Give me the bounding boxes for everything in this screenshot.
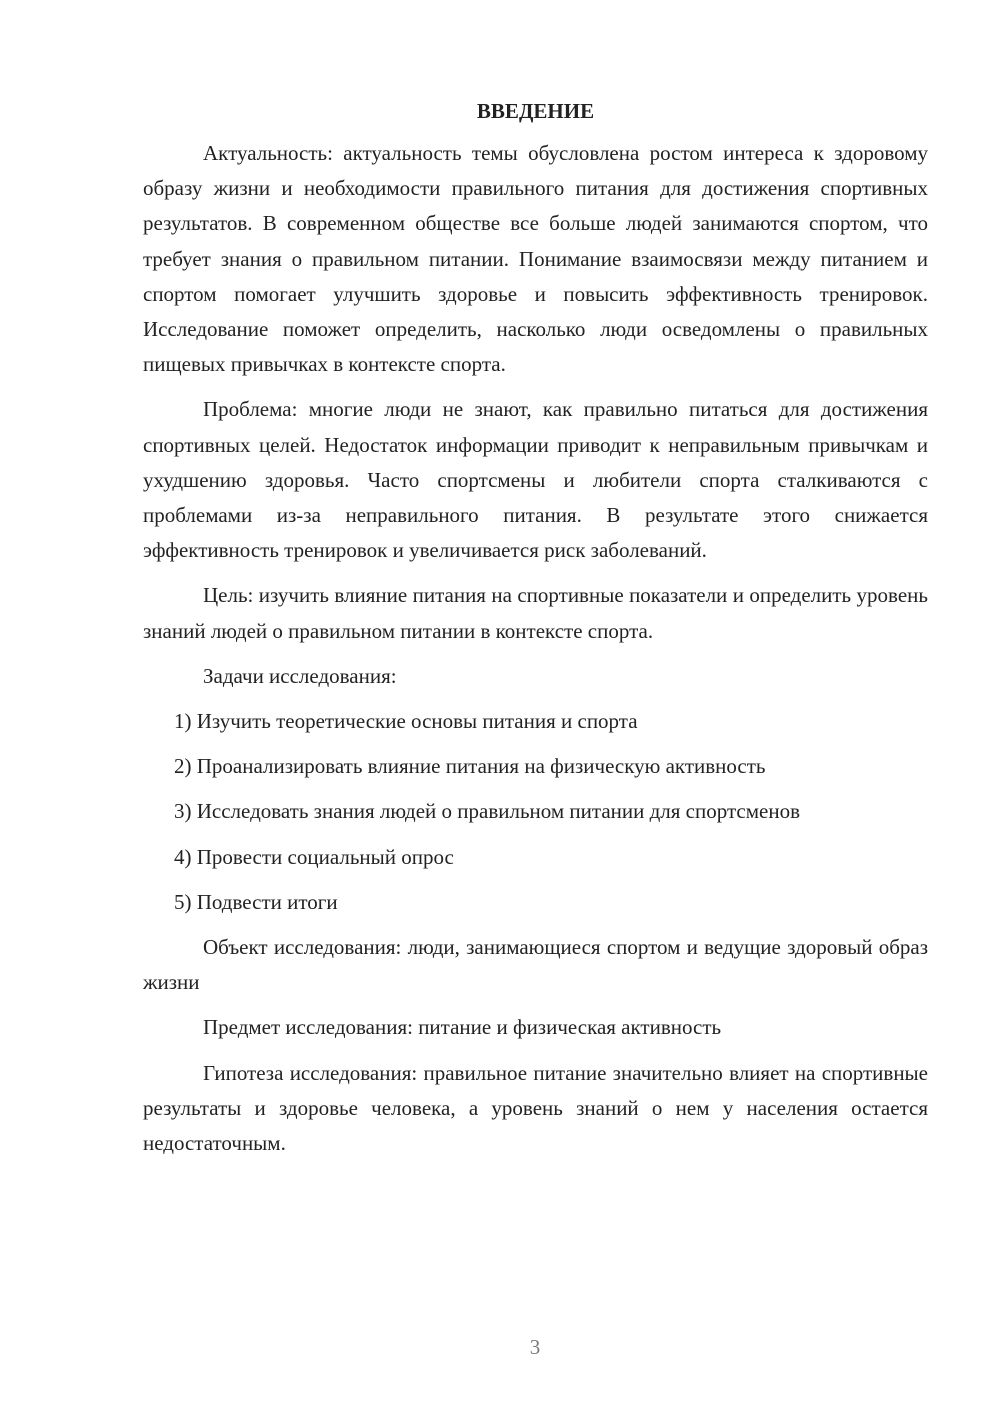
- list-item: 1) Изучить теоретические основы питания и спорта: [174, 709, 638, 734]
- page-title: ВВЕДЕНИЕ: [476, 99, 595, 123]
- tasks-list: [143, 704, 928, 920]
- paragraph-relevance: Актуальность: актуальность темы обусловлена ростом интереса к здоровому образу жизни и необходимости правильного питания для достижения спортивных результатов. В современном обществе все больше людей занимаются спортом, что требует знания о правильном питании. Понимание взаимосвязи между питанием и спортом помогает улучшить здоровье и повысить эффективность тренировок. Исследование поможет определить, насколько люди осведомлены о правильных пищевых привычках в контексте спорта.: [143, 141, 928, 377]
- paragraph-object: Объект исследования: люди, занимающиеся спортом и ведущие здоровый образ жизни: [143, 935, 928, 995]
- list-item: 2) Проанализировать влияние питания на физическую активность: [174, 754, 766, 779]
- paragraph-goal: Цель: изучить влияние питания на спортивные показатели и определить уровень знаний людей о правильном питании в контексте спорта.: [143, 583, 928, 643]
- list-item: 3) Исследовать знания людей о правильном питании для спортсменов: [174, 799, 800, 824]
- list-item: 5) Подвести итоги: [174, 889, 338, 914]
- document-page: [143, 96, 928, 1171]
- paragraph-problem: Проблема: многие люди не знают, как правильно питаться для достижения спортивных целей. Недостаток информации приводит к неправильным привычкам и ухудшению здоровья. Часто спортсмены и любители спорта сталкиваются с проблемами из-за неправильного питания. В результате этого снижается эффективность тренировок и увеличивается риск заболеваний.: [143, 397, 928, 563]
- paragraph-tasks-heading: Задачи исследования:: [203, 663, 397, 688]
- list-item: 4) Провести социальный опрос: [174, 844, 454, 869]
- paragraph-subject: Предмет исследования: питание и физическая активность: [203, 1015, 722, 1040]
- page-number: 3: [529, 1335, 541, 1359]
- paragraph-hypothesis: Гипотеза исследования: правильное питание значительно влияет на спортивные результаты и здоровье человека, а уровень знаний о нем у населения остается недостаточным.: [143, 1060, 928, 1156]
